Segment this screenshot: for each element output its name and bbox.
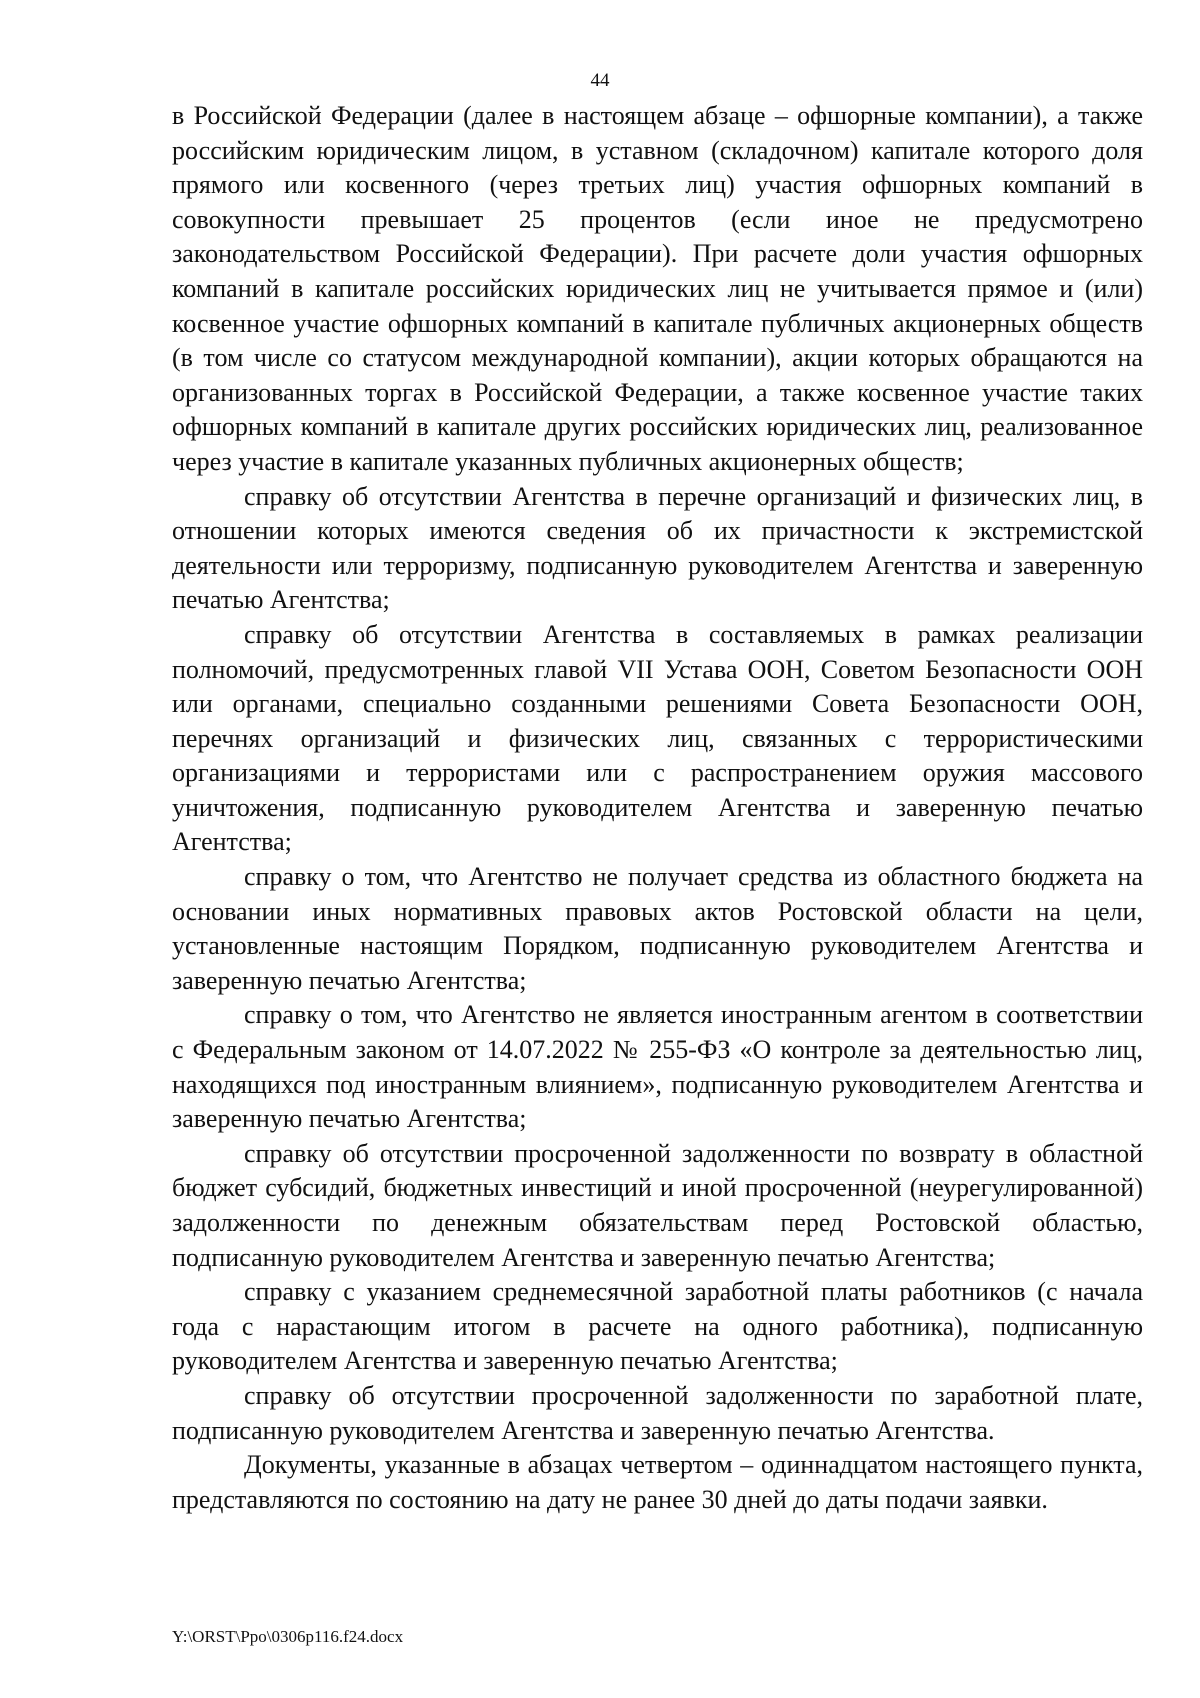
paragraph-foreign-agent-certificate: справку о том, что Агентство не является иностранным агентом в соответствии с Федеральным законом от 14.07.2022 № 255-ФЗ «О контроле за деятельностью лиц, находящихся под иностранным влиянием», подписанную руководителем Агентства и заверенную печатью Агентства; xyxy=(172,1000,1143,1134)
file-path-footer: Y:\ORST\Ppo\0306p116.f24.docx xyxy=(172,1627,404,1646)
paragraph-no-wage-arrears-certificate: справку об отсутствии просроченной задолженности по заработной плате, подписанную руководителем Агентства и заверенную печатью Агентства. xyxy=(172,1380,1143,1445)
paragraph-no-regional-funds-certificate: справку о том, что Агентство не получает средства из областного бюджета на основании иных нормативных правовых актов Ростовской области на цели, установленные настоящим Порядком, подписанную руководителем Агентства и заверенную печатью Агентства; xyxy=(172,862,1143,995)
paragraph-extremism-certificate: справку об отсутствии Агентства в перечне организаций и физических лиц, в отношении которых имеются сведения об их причастности к экстремистской деятельности или терроризму, подписанную руководителем Агентства и заверенную печатью Агентства; xyxy=(172,481,1143,615)
paragraph-average-salary-certificate: справку с указанием среднемесячной заработной платы работников (с начала года с нарастающим итогом в расчете на одного работника), подписанную руководителем Агентства и заверенную печатью Агентства; xyxy=(172,1277,1143,1376)
paragraph-un-lists-certificate: справку об отсутствии Агентства в составляемых в рамках реализации полномочий, предусмотренных главой VII Устава ООН, Советом Безопасности ООН или органами, специально созданными решениями Совета Безопасности ООН, перечнях организаций и физических лиц, связанных с террористическими организациями и террористами или с распространением оружия массового уничтожения, подписанную руководителем Агентства и заверенную печатью Агентства; xyxy=(172,619,1143,857)
paragraph-no-overdue-debt-certificate: справку об отсутствии просроченной задолженности по возврату в областной бюджет субсидий, бюджетных инвестиций и иной просроченной (неурегулированной) задолженности по денежным обязательствам перед Ростовской областью, подписанную руководителем Агентства и заверенную печатью Агентства; xyxy=(172,1138,1143,1272)
paragraph-offshore-companies: в Российской Федерации (далее в настоящем абзаце – офшорные компании), а также российским юридическим лицом, в уставном (складочном) капитале которого доля прямого или косвенного (через третьих лиц) участия офшорных компаний в совокупности превышает 25 процентов (если иное не предусмотрено законодательством Российской Федерации). При расчете доли участия офшорных компаний в капитале российских юридических лиц не учитывается прямое и (или) косвенное участие офшорных компаний в капитале публичных акционерных обществ (в том числе со статусом международной компании), акции которых обращаются на организованных торгах в Российской Федерации, а также косвенное участие таких офшорных компаний в капитале других российских юридических лиц, реализованное через участие в капитале указанных публичных акционерных обществ; xyxy=(172,101,1143,476)
document-body xyxy=(172,99,1143,1517)
paragraph-documents-validity: Документы, указанные в абзацах четвертом – одиннадцатом настоящего пункта, представляются по состоянию на дату не ранее 30 дней до даты подачи заявки. xyxy=(172,1450,1143,1514)
page-number: 44 xyxy=(590,70,610,91)
